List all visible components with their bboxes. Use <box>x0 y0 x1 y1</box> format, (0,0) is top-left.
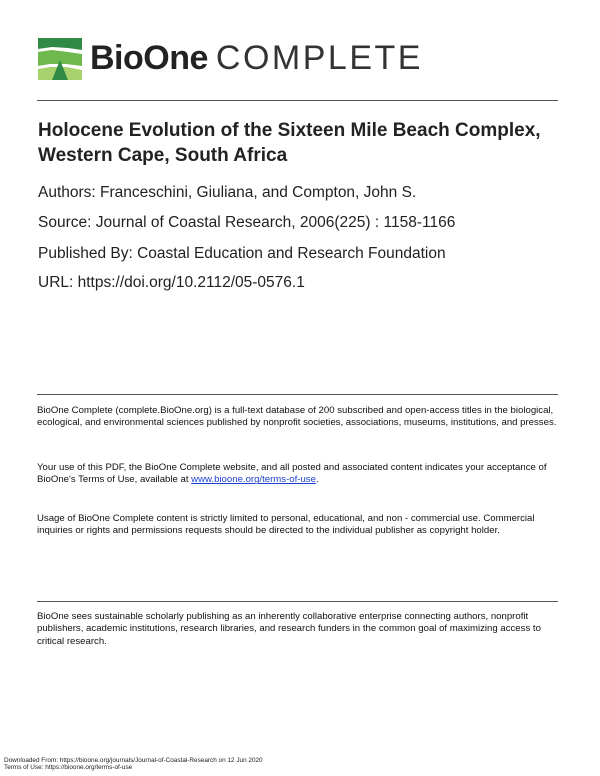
terms-paragraph <box>37 462 562 487</box>
article-publisher: Published By: Coastal Education and Research Foundation <box>38 245 446 262</box>
article-source: Source: Journal of Coastal Research, 2006(225) : 1158-1166 <box>38 214 456 231</box>
notice-divider <box>37 394 558 395</box>
article-url[interactable]: URL: https://doi.org/10.2112/05-0576.1 <box>38 274 305 291</box>
logo-name-light: COMPLETE <box>215 39 423 77</box>
footer-downloaded: Downloaded From: https://bioone.org/journals/Journal-of-Coastal-Research on 12 Jun 2020 <box>4 757 263 764</box>
mission-paragraph: BioOne sees sustainable scholarly publishing as an inherently collaborative enterprise connecting authors, nonprofit publishers, academic institutions, research libraries, and research funders in the common goal of maximizing access to critical research. <box>37 611 541 647</box>
usage-paragraph: Usage of BioOne Complete content is strictly limited to personal, educational, and non - commercial use. Commercial inquiries or rights and permissions requests should be directed to the individual publisher as copyright holder. <box>37 513 535 537</box>
terms-suffix: . <box>315 474 319 486</box>
article-title: Holocene Evolution of the Sixteen Mile Beach Complex, Western Cape, South Africa <box>38 120 541 166</box>
mission-divider <box>37 601 558 602</box>
bioone-logo-mark-icon <box>38 36 82 80</box>
footer-terms: Terms of Use: https://bioone.org/terms-of-use <box>4 764 133 771</box>
header-divider <box>37 100 558 101</box>
about-paragraph: BioOne Complete (complete.BioOne.org) is a full-text database of 200 subscribed and open-access titles in the biological, ecological, and environmental sciences published by nonprofit societies, associations, museums, institutions, and presses. <box>37 405 557 429</box>
terms-of-use-link[interactable]: www.bioone.org/terms-of-use <box>191 474 316 486</box>
logo-name-bold: BioOne <box>90 39 208 77</box>
logo-wordmark <box>90 38 423 78</box>
terms-prefix: Your use of this PDF, the BioOne Complete website, and all posted and associated content indicates your acceptance of BioOne's Terms of Use, available at <box>37 462 547 486</box>
article-authors: Authors: Franceschini, Giuliana, and Compton, John S. <box>38 184 417 201</box>
bioone-complete-logo <box>38 36 438 82</box>
